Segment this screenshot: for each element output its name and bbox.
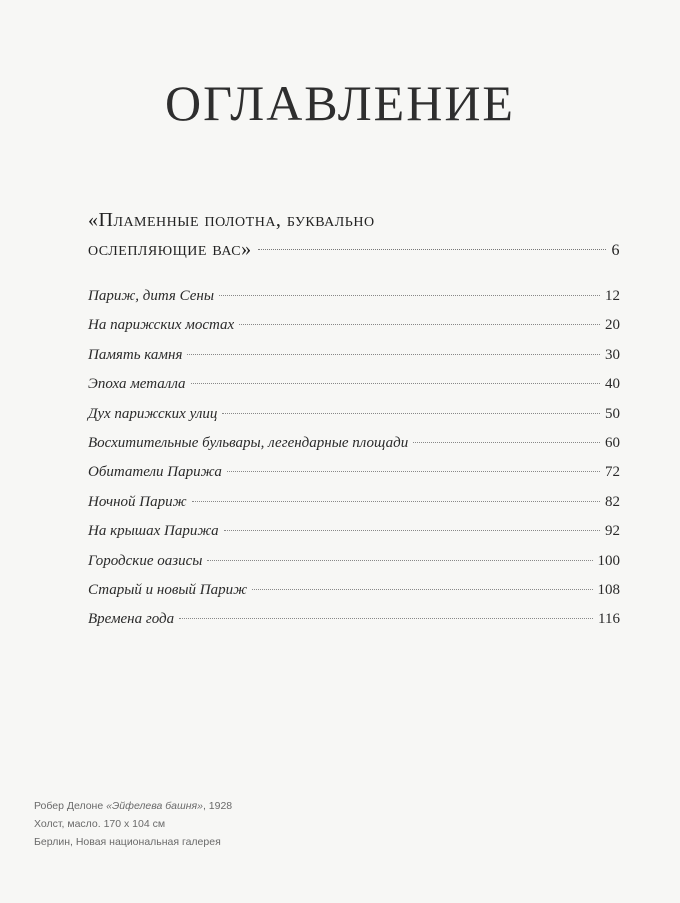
toc-item-title: Городские оазисы	[88, 552, 203, 569]
toc-item-page: 108	[597, 581, 620, 598]
toc-item-page: 40	[605, 376, 620, 393]
dot-leader	[222, 413, 600, 414]
toc-item[interactable]	[88, 553, 620, 582]
intro-entry[interactable]	[88, 206, 620, 265]
caption-work: «Эйфелева башня»	[106, 800, 203, 812]
toc-item-title: На крышах Парижа	[88, 523, 219, 540]
dot-leader	[191, 383, 600, 384]
dot-leader	[187, 354, 600, 355]
toc-item-page: 30	[605, 346, 620, 363]
toc-item-title: Времена года	[88, 611, 175, 628]
toc-item-title: На парижских мостах	[88, 317, 235, 334]
dot-leader	[192, 501, 600, 502]
toc-item[interactable]	[88, 523, 620, 552]
dot-leader	[252, 589, 592, 590]
dot-leader	[224, 530, 600, 531]
caption-year: , 1928	[202, 800, 233, 812]
dot-leader	[258, 249, 606, 250]
toc-item-title: Париж, дитя Сены	[88, 288, 214, 304]
toc-item[interactable]	[88, 464, 620, 493]
toc-item[interactable]	[88, 317, 620, 346]
toc-list	[88, 288, 620, 641]
toc-item-page: 12	[605, 288, 620, 304]
toc-item-title: Восхитительные бульвары, легендарные площади	[88, 434, 409, 451]
intro-page-number: 6	[611, 242, 620, 259]
toc-item[interactable]	[88, 376, 620, 405]
image-caption	[34, 797, 232, 851]
toc-item[interactable]	[88, 435, 620, 464]
toc-item-page: 50	[605, 405, 620, 422]
toc-item-title: Ночной Париж	[88, 493, 187, 510]
toc-item-page: 20	[605, 317, 620, 334]
toc-item-title: Эпоха металла	[88, 376, 186, 393]
toc-item[interactable]	[88, 288, 620, 317]
caption-artist: Робер Делоне	[34, 800, 107, 812]
toc-item-page: 72	[605, 464, 620, 481]
dot-leader	[239, 324, 600, 325]
toc-item[interactable]	[88, 582, 620, 611]
toc-item-page: 116	[598, 611, 620, 628]
dot-leader	[413, 442, 600, 443]
toc-item-title: Память камня	[88, 346, 183, 363]
intro-title-line2: ослепляющие вас»	[88, 238, 252, 260]
intro-line2	[88, 235, 620, 265]
toc-item-title: Обитатели Парижа	[88, 464, 222, 481]
dot-leader	[219, 295, 600, 296]
toc-item-title: Старый и новый Париж	[88, 581, 248, 598]
intro-title-line1: «Пламенные полотна, буквально	[88, 209, 375, 231]
dot-leader	[179, 618, 593, 619]
toc-item[interactable]	[88, 611, 620, 640]
toc-item-page: 82	[605, 493, 620, 510]
dot-leader	[207, 560, 592, 561]
page-title: ОГЛАВЛЕНИЕ	[165, 75, 515, 131]
toc-item-page: 60	[605, 434, 620, 451]
toc-item[interactable]	[88, 406, 620, 435]
toc-item-page: 100	[597, 552, 620, 569]
toc-item-page: 92	[605, 523, 620, 540]
dot-leader	[227, 471, 600, 472]
caption-medium: Холст, масло. 170 x 104 см	[34, 818, 166, 830]
toc-item[interactable]	[88, 494, 620, 523]
caption-line1	[34, 797, 232, 815]
toc-item[interactable]	[88, 347, 620, 376]
caption-location: Берлин, Новая национальная галерея	[34, 836, 221, 848]
toc-item-title: Дух парижских улиц	[88, 405, 218, 422]
